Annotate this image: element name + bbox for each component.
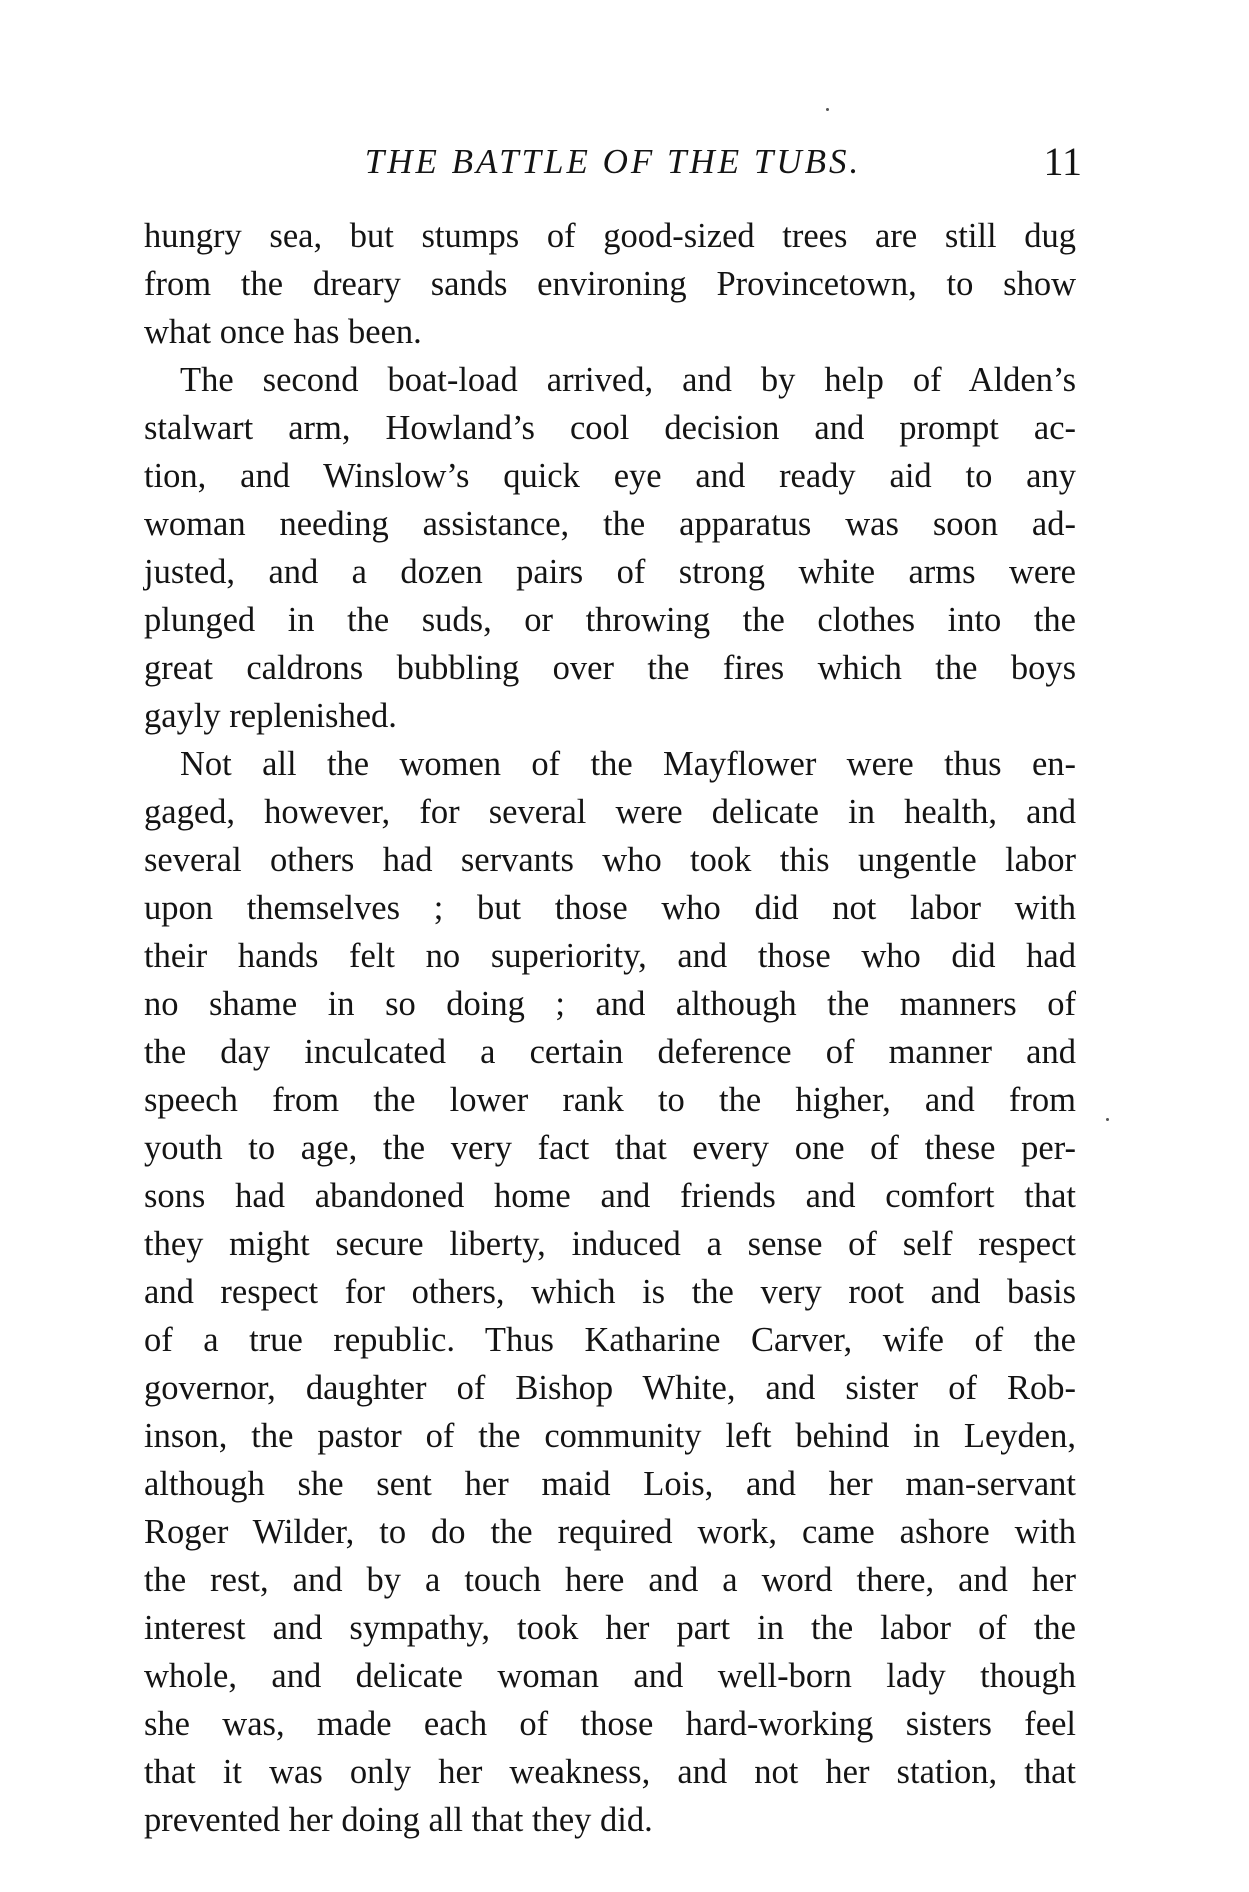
text-line: The second boat-load arrived, and by help of Alden’s [180, 361, 1076, 399]
text-line: inson, the pastor of the community left behind in Leyden, [144, 1417, 1076, 1455]
text-line: gayly replenished. [144, 697, 397, 735]
text-line: whole, and delicate woman and well-born lady though [144, 1657, 1076, 1695]
text-line: tion, and Winslow’s quick eye and ready aid to any [144, 457, 1076, 495]
page-number: 11 [1043, 139, 1082, 184]
text-line: their hands felt no superiority, and those who did had [144, 937, 1076, 975]
text-line: and respect for others, which is the very root and basis [144, 1273, 1076, 1311]
text-line: no shame in so doing ; and although the manners of [144, 985, 1076, 1023]
text-line: interest and sympathy, took her part in the labor of the [144, 1609, 1076, 1647]
text-line: plunged in the suds, or throwing the clothes into the [144, 601, 1076, 639]
text-line: great caldrons bubbling over the fires which the boys [144, 649, 1076, 687]
text-line: upon themselves ; but those who did not labor with [144, 889, 1076, 927]
text-line: youth to age, the very fact that every one of these per- [144, 1129, 1076, 1167]
text-line: hungry sea, but stumps of good-sized trees are still dug [144, 217, 1076, 255]
text-line: Roger Wilder, to do the required work, came ashore with [144, 1513, 1076, 1551]
text-line: prevented her doing all that they did. [144, 1801, 653, 1839]
print-speck [826, 108, 829, 111]
text-line: they might secure liberty, induced a sense of self respect [144, 1225, 1076, 1263]
text-line: several others had servants who took this ungentle labor [144, 841, 1076, 879]
text-line: justed, and a dozen pairs of strong white arms were [144, 553, 1076, 591]
running-title: THE BATTLE OF THE TUBS. [364, 142, 862, 181]
text-line: stalwart arm, Howland’s cool decision and prompt ac- [144, 409, 1076, 447]
text-line: the day inculcated a certain deference of manner and [144, 1033, 1076, 1071]
text-line: that it was only her weakness, and not her station, that [144, 1753, 1076, 1791]
text-line: she was, made each of those hard-working sisters feel [144, 1705, 1076, 1743]
text-line: the rest, and by a touch here and a word there, and her [144, 1561, 1076, 1599]
running-header [144, 138, 1082, 188]
text-line: woman needing assistance, the apparatus was soon ad- [144, 505, 1076, 543]
text-line: although she sent her maid Lois, and her man-servant [144, 1465, 1076, 1503]
body-text [144, 212, 1076, 1844]
text-line: speech from the lower rank to the higher, and from [144, 1081, 1076, 1119]
text-line: governor, daughter of Bishop White, and sister of Rob- [144, 1369, 1076, 1407]
text-line: from the dreary sands environing Provincetown, to show [144, 265, 1076, 303]
text-line: of a true republic. Thus Katharine Carver, wife of the [144, 1321, 1076, 1359]
text-line: what once has been. [144, 313, 422, 351]
text-line: Not all the women of the Mayflower were thus en- [180, 745, 1076, 783]
text-line: sons had abandoned home and friends and comfort that [144, 1177, 1076, 1215]
print-speck [1106, 1118, 1109, 1121]
text-line: gaged, however, for several were delicate in health, and [144, 793, 1076, 831]
